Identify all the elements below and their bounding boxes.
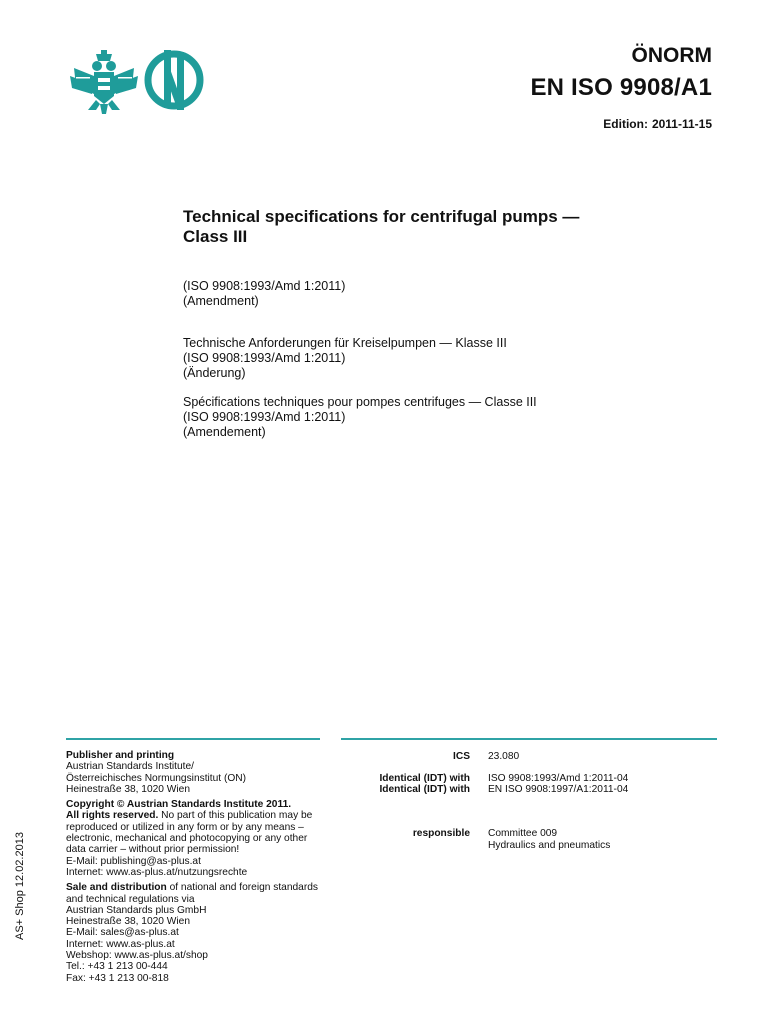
austrian-eagle-coat-of-arms-icon: [70, 50, 138, 116]
rights-body: No part of this publication may be reproduced or utilized in any form or by any means – electronic, mechanical and photocopying or any other data carrier – without prior permission!: [66, 810, 313, 856]
french-title: Spécifications techniques pour pompes centrifuges — Classe III: [183, 395, 537, 409]
sale-line: Internet: www.as-plus.at: [66, 938, 175, 950]
publisher-line: Österreichisches Normungsinstitut (ON): [66, 772, 247, 784]
copyright-section: [66, 799, 328, 878]
responsible-label: responsible: [412, 828, 470, 839]
edition: [599, 117, 712, 131]
rights-bold: All rights reserved.: [66, 810, 159, 822]
committee-name: Hydraulics and pneumatics: [488, 840, 611, 851]
document-title: [183, 207, 653, 247]
standard-number: EN ISO 9908/A1: [530, 74, 712, 101]
identical-label-2: Identical (IDT) with: [379, 784, 470, 795]
standard-label: ÖNORM: [631, 44, 712, 67]
sale-intro-text: of national and foreign standards and technical regulations via: [66, 882, 318, 905]
publisher-section: [66, 750, 328, 795]
sale-section: [66, 882, 328, 984]
committee: Committee 009: [488, 828, 558, 839]
copyright-email: E-Mail: publishing@as-plus.at: [66, 855, 201, 867]
german-title: Technische Anforderungen für Kreiselpumpen — Klasse III: [183, 336, 507, 350]
austrian-eagle-logo: [70, 50, 138, 116]
divider-right: [341, 738, 717, 740]
sale-intro: [66, 882, 328, 905]
copyright-heading: Copyright © Austrian Standards Institute 2011.: [66, 799, 292, 811]
publisher-heading: Publisher and printing: [66, 750, 175, 761]
english-reference: (ISO 9908:1993/Amd 1:2011): [183, 279, 346, 293]
english-type: (Amendment): [183, 294, 259, 308]
rights-text: [66, 810, 328, 855]
title-line-2: Class III: [183, 227, 248, 246]
french-reference: (ISO 9908:1993/Amd 1:2011): [183, 410, 346, 424]
sale-line: E-Mail: sales@as-plus.at: [66, 927, 179, 939]
copyright-internet: Internet: www.as-plus.at/nutzungsrechte: [66, 866, 248, 878]
sale-line: Tel.: +43 1 213 00-444: [66, 961, 168, 973]
sale-line: Fax: +43 1 213 00-818: [66, 972, 169, 984]
shop-stamp: AS+ Shop 12.02.2013: [14, 832, 26, 940]
german-type: (Änderung): [183, 366, 246, 380]
ics-label: ICS: [453, 751, 470, 762]
german-reference: (ISO 9908:1993/Amd 1:2011): [183, 351, 346, 365]
french-type: (Amendement): [183, 425, 266, 439]
identical-value-2: EN ISO 9908:1997/A1:2011-04: [488, 784, 629, 795]
english-block: [183, 279, 345, 309]
german-block: [183, 336, 507, 381]
edition-label: Edition:: [603, 117, 648, 131]
publisher-line: Austrian Standards Institute/: [66, 761, 194, 773]
ics-value: 23.080: [488, 751, 520, 762]
identical-value-1: ISO 9908:1993/Amd 1:2011-04: [488, 773, 629, 784]
divider-left: [66, 738, 320, 740]
on-logo: [144, 46, 204, 112]
publisher-line: Heinestraße 38, 1020 Wien: [66, 783, 191, 795]
publisher-info: [66, 750, 328, 988]
title-line-1: Technical specifications for centrifugal pumps —: [183, 207, 580, 226]
sale-line: Heinestraße 38, 1020 Wien: [66, 916, 191, 928]
identical-label-1: Identical (IDT) with: [379, 773, 470, 784]
sale-line: Austrian Standards plus GmbH: [66, 904, 207, 916]
french-block: [183, 395, 537, 440]
sale-heading: Sale and distribution: [66, 882, 167, 894]
on-monogram-icon: [144, 46, 204, 112]
sale-line: Webshop: www.as-plus.at/shop: [66, 950, 208, 962]
edition-date: 2011-11-15: [651, 117, 712, 131]
